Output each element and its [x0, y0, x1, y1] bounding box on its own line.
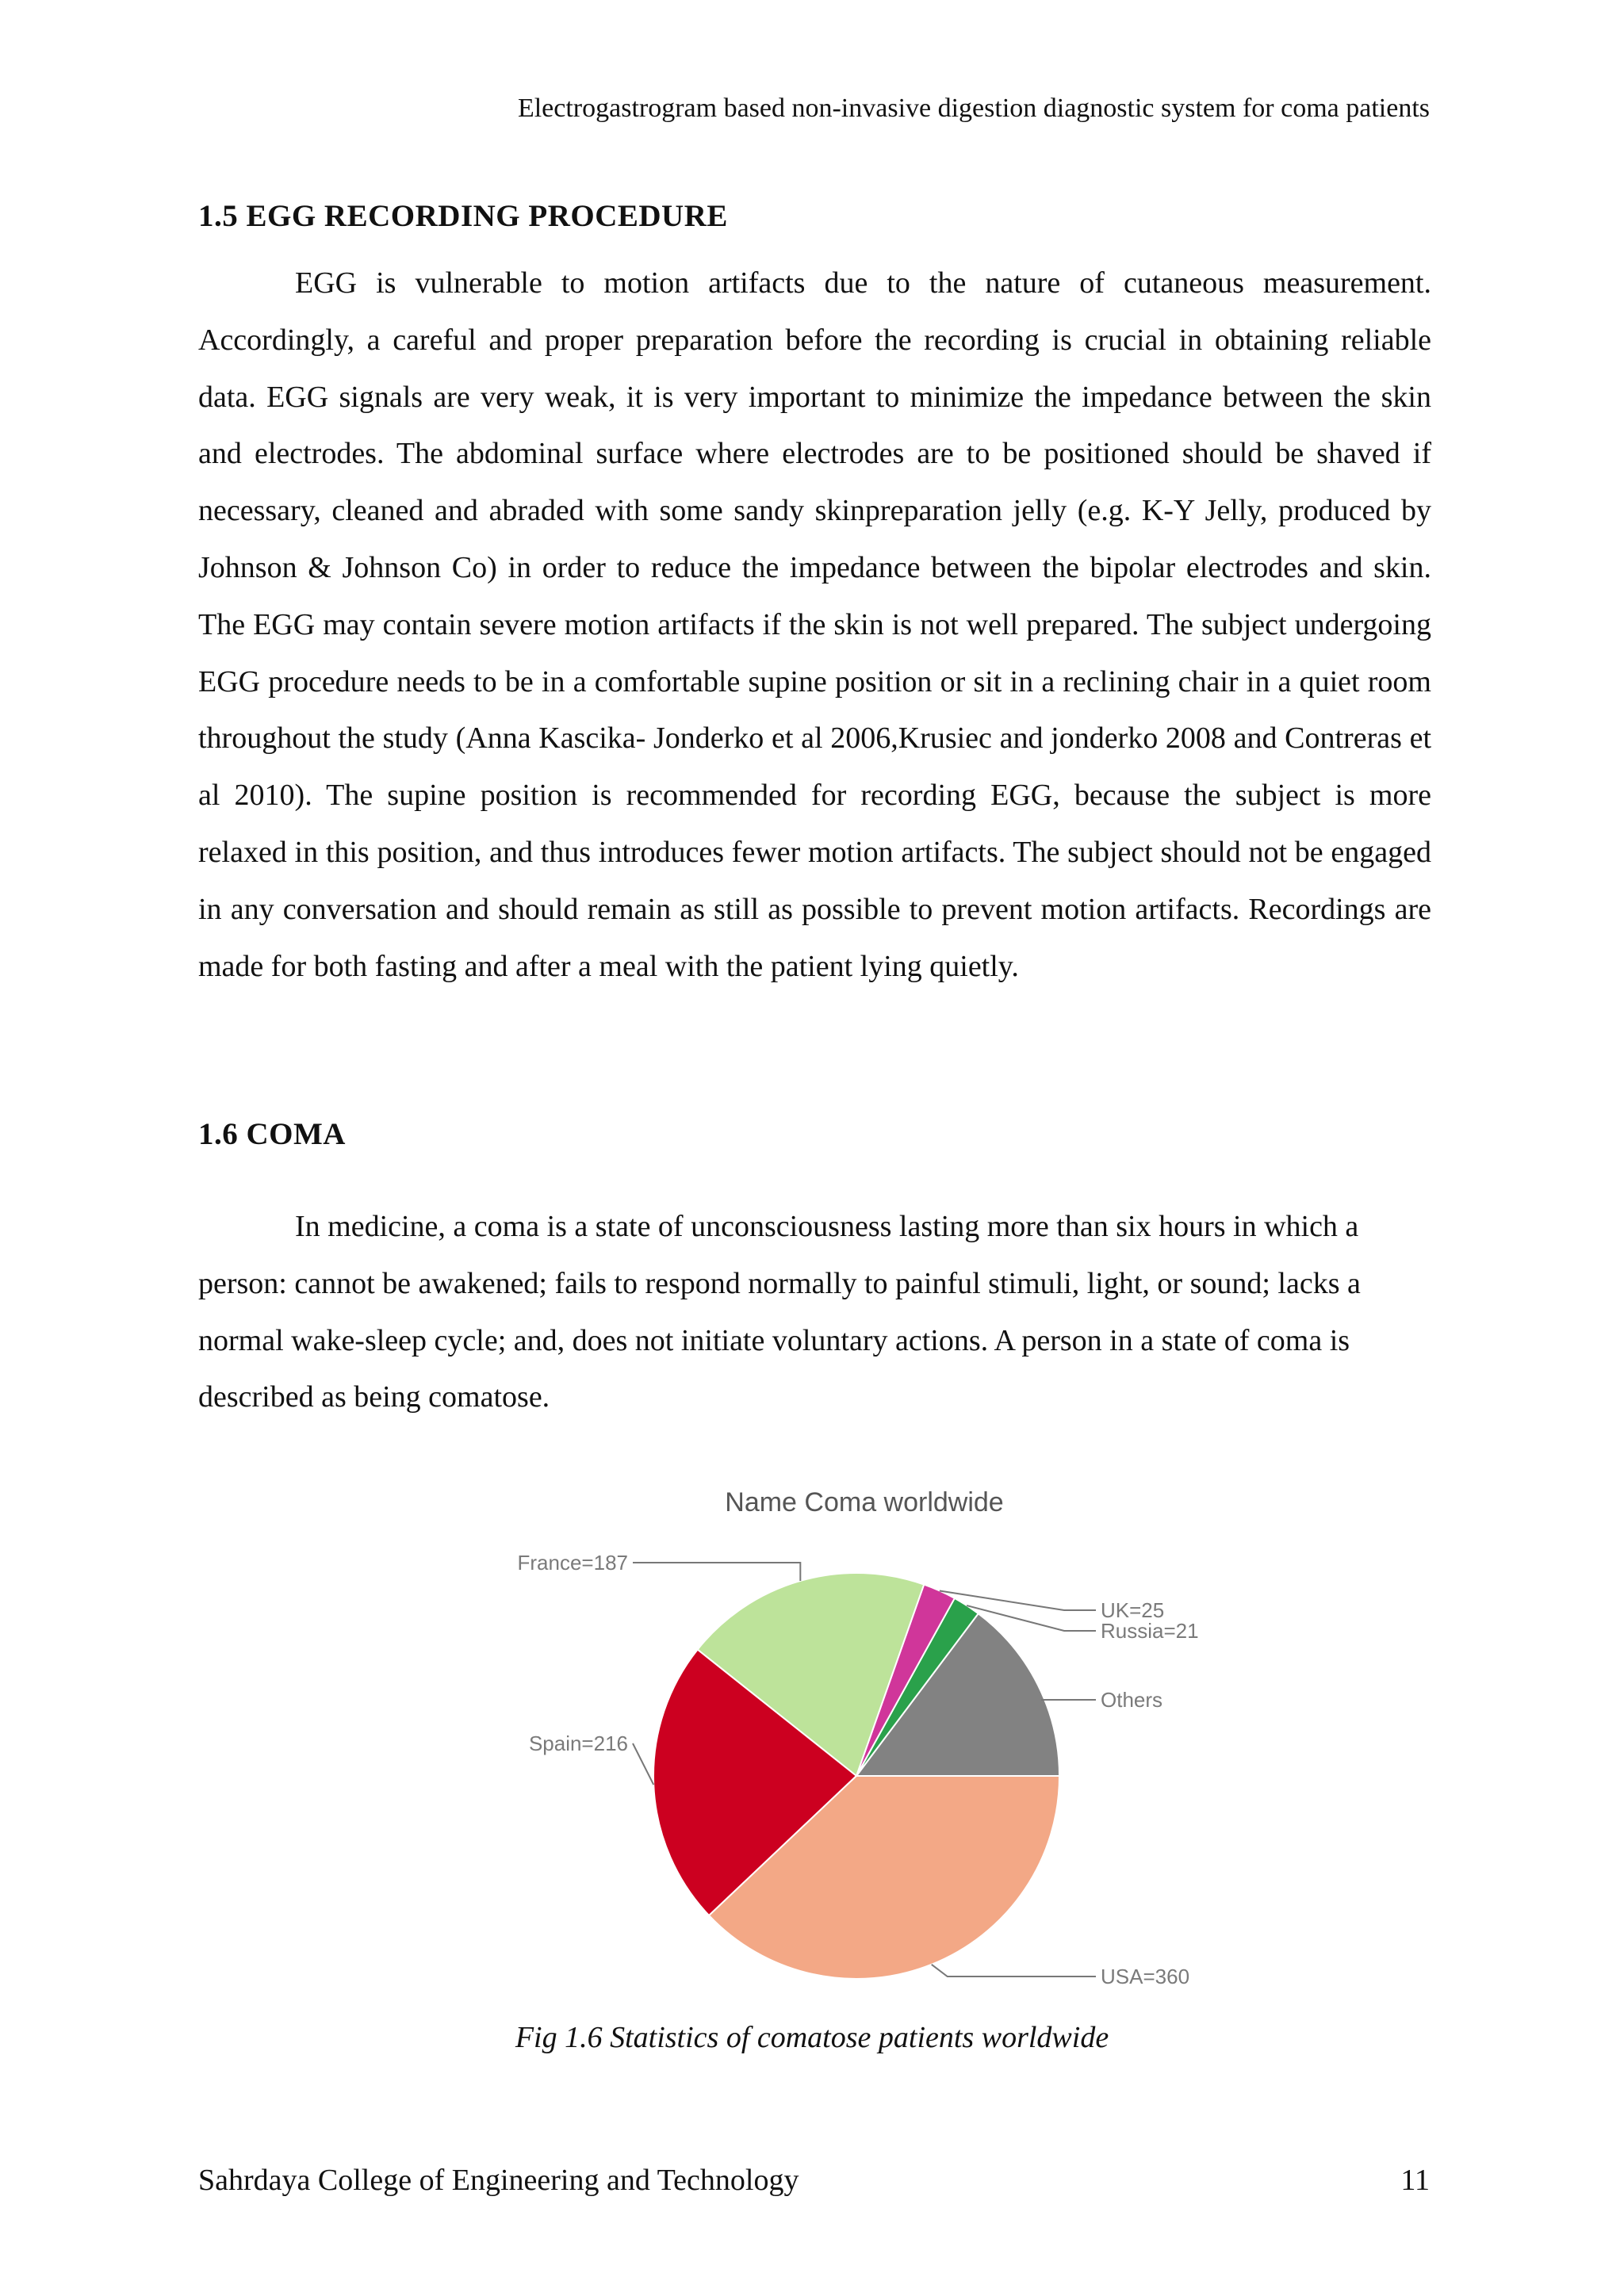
figure-caption: Fig 1.6 Statistics of comatose patients worldwide [515, 2021, 1109, 2054]
slice-label-others: Others [1101, 1688, 1163, 1712]
leader-line-spain [633, 1743, 653, 1785]
leader-line-usa [932, 1965, 1096, 1976]
footer-institution: Sahrdaya College of Engineering and Technology [198, 2164, 799, 2197]
section-1-5-paragraph: EGG is vulnerable to motion artifacts due to the nature of cutaneous measurement. Accordingly, a careful and proper preparation before the recording is crucial in obtaining reliable data. EGG signals are very weak, it is very important to minimize the impedance between the skin and electrodes. The abdominal surface where electrodes are to be positioned should be shaved if necessary, cleaned and abraded with some sandy skinpreparation jelly (e.g. K-Y Jelly, produced by Johnson & Johnson Co) in order to reduce the impedance between the bipolar electrodes and skin. The EGG may contain severe motion artifacts if the skin is not well prepared. The subject undergoing EGG procedure needs to be in a comfortable supine position or sit in a reclining chair in a quiet room throughout the study (Anna Kascika- Jonderko et al 2006,Krusiec and jonderko 2008 and Contreras et al 2010). The supine position is recommended for recording EGG, because the subject is more relaxed in this position, and thus introduces fewer motion artifacts. The subject should not be engaged in any conversation and should remain as still as possible to prevent motion artifacts. Recordings are made for both fasting and after a meal with the patient lying quietly. [198, 266, 1431, 983]
slice-label-russia: Russia=21 [1101, 1619, 1199, 1643]
slice-label-uk: UK=25 [1101, 1598, 1165, 1622]
slice-label-spain: Spain=216 [528, 1732, 628, 1755]
section-title-1-5: 1.5 EGG RECORDING PROCEDURE [198, 199, 728, 233]
chart-title: Name Coma worldwide [725, 1487, 1004, 1517]
section-1-6-paragraph: In medicine, a coma is a state of unconsciousness lasting more than six hours in which a person: cannot be awakened; fails to respond normally to painful stimuli, light, or sound; lacks a normal wake-sleep cycle; and, does not initiate voluntary actions. A person in a state of coma is described as being comatose. [198, 1210, 1361, 1414]
slice-label-france: France=187 [517, 1551, 628, 1575]
running-header: Electrogastrogram based non-invasive digestion diagnostic system for coma patients [517, 94, 1430, 123]
leader-line-france [633, 1563, 800, 1581]
section-title-1-6: 1.6 COMA [198, 1117, 346, 1151]
slice-label-usa: USA=360 [1101, 1965, 1190, 1988]
pie-chart [476, 1475, 1237, 1998]
page-number: 11 [1400, 2164, 1430, 2197]
